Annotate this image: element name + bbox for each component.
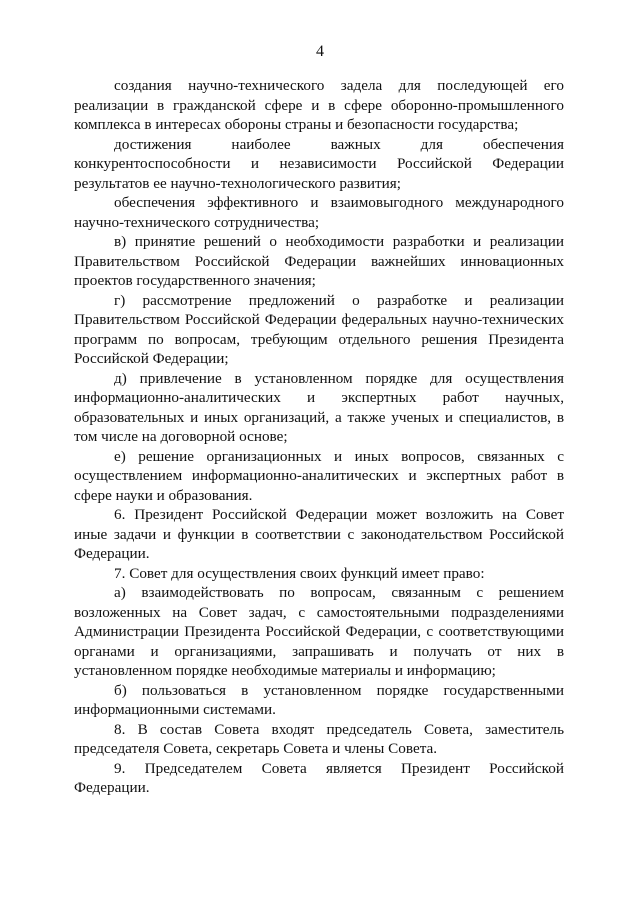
page-number: 4	[316, 43, 324, 60]
paragraph-11: б) пользоваться в установленном порядке государственными информационными системами.	[74, 681, 564, 718]
paragraph-1: создания научно-технического задела для последующей его реализации в гражданской сфере и в сфере оборонно-промышленного комплекса в интересах обороны страны и безопасности государства;	[74, 77, 564, 133]
paragraph-7: е) решение организационных и иных вопросов, связанных с осуществлением информационно-аналитических и экспертных работ в сфере науки и образования.	[74, 447, 564, 504]
paragraph-10: а) взаимодействовать по вопросам, связанным с решением возложенных на Совет задач, с самостоятельными подразделениями Администрации Президента Российской Федерации, с соответствующими органами и организациями, запрашивать и получать от них в установленном порядке необходимые материалы и информацию;	[74, 584, 564, 679]
paragraph-5: г) рассмотрение предложений о разработке и реализации Правительством Российской Федерации федеральных научно-технических программ по вопросам, требующим отдельного решения Президента Российской Федерации;	[74, 291, 564, 367]
document-body	[74, 76, 564, 798]
paragraph-8: 6. Президент Российской Федерации может возложить на Совет иные задачи и функции в соответствии с законодательством Российской Федерации.	[74, 506, 564, 562]
paragraph-6: д) привлечение в установленном порядке для осуществления информационно-аналитических и экспертных работ научных, образовательных и иных организаций, а также ученых и специалистов, в том числе на договорной основе;	[74, 369, 564, 445]
paragraph-9: 7. Совет для осуществления своих функций имеет право:	[114, 564, 485, 582]
paragraph-13: 9. Председателем Совета является Президент Российской Федерации.	[74, 759, 564, 796]
paragraph-3: обеспечения эффективного и взаимовыгодного международного научно-технического сотрудничества;	[74, 194, 564, 231]
paragraph-12: 8. В состав Совета входят председатель Совета, заместитель председателя Совета, секретарь Совета и члены Совета.	[74, 720, 564, 757]
paragraph-2: достижения наиболее важных для обеспечения конкурентоспособности и независимости Российской Федерации результатов ее научно-технологического развития;	[74, 135, 564, 192]
paragraph-4: в) принятие решений о необходимости разработки и реализации Правительством Российской Федерации важнейших инновационных проектов государственного значения;	[74, 233, 564, 289]
